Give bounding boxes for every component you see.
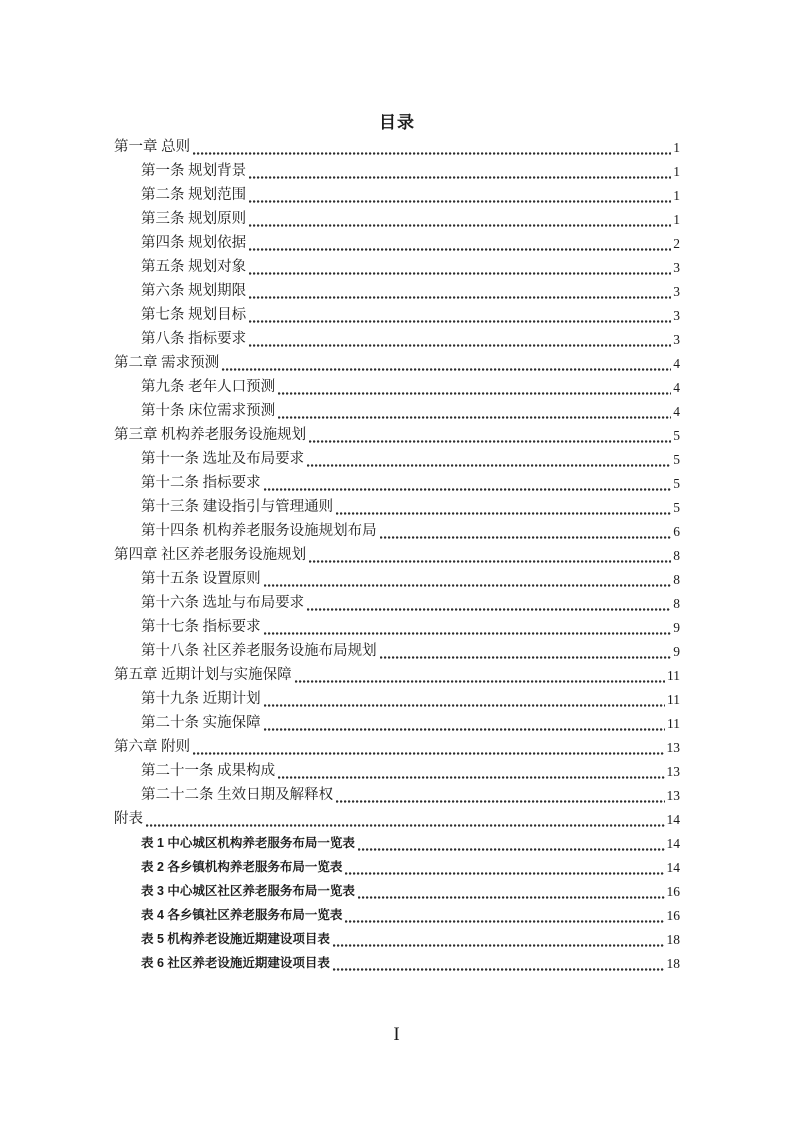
- toc-entry[interactable]: [114, 399, 680, 423]
- toc-entry[interactable]: [114, 255, 680, 279]
- toc-entry[interactable]: [114, 639, 680, 663]
- toc-entry[interactable]: [114, 879, 680, 903]
- toc: [114, 135, 680, 975]
- toc-leader-dots: [264, 728, 665, 731]
- toc-entry-page-number: 5: [673, 500, 680, 515]
- toc-entry[interactable]: [114, 471, 680, 495]
- toc-entry-label: 第八条 指标要求: [141, 331, 247, 347]
- toc-entry-page-number: 13: [666, 740, 680, 755]
- toc-entry[interactable]: [114, 447, 680, 471]
- toc-leader-dots: [380, 656, 672, 659]
- toc-entry-label: 附表: [114, 811, 143, 827]
- toc-leader-dots: [307, 464, 671, 467]
- toc-entry[interactable]: [114, 855, 680, 879]
- toc-entry-page-number: 11: [667, 716, 680, 731]
- toc-entry-page-number: 18: [666, 932, 680, 947]
- toc-entry[interactable]: [114, 807, 680, 831]
- toc-entry-page-number: 13: [666, 764, 680, 779]
- toc-leader-dots: [358, 848, 665, 851]
- toc-leader-dots: [333, 944, 665, 947]
- toc-leader-dots: [249, 248, 671, 251]
- toc-leader-dots: [249, 272, 671, 275]
- toc-entry-label: 第五章 近期计划与实施保障: [114, 667, 292, 683]
- toc-entry-label: 表 6 社区养老设施近期建设项目表: [141, 955, 330, 970]
- toc-entry-page-number: 11: [667, 692, 680, 707]
- toc-entry[interactable]: [114, 927, 680, 951]
- toc-entry-page-number: 14: [666, 836, 680, 851]
- toc-entry-label: 第十二条 指标要求: [141, 475, 261, 491]
- toc-entry-label: 第二十条 实施保障: [141, 715, 261, 731]
- toc-leader-dots: [249, 176, 671, 179]
- page-title: 目录: [379, 113, 415, 132]
- toc-entry-page-number: 5: [673, 476, 680, 491]
- toc-entry-page-number: 16: [666, 884, 680, 899]
- toc-leader-dots: [264, 632, 672, 635]
- toc-entry-page-number: 18: [666, 956, 680, 971]
- toc-entry[interactable]: [114, 951, 680, 975]
- toc-leader-dots: [249, 320, 671, 323]
- toc-entry-label: 第二十一条 成果构成: [141, 763, 276, 779]
- toc-entry-label: 第六条 规划期限: [141, 283, 247, 299]
- toc-entry-page-number: 14: [666, 812, 680, 827]
- toc-leader-dots: [264, 704, 665, 707]
- toc-entry[interactable]: [114, 711, 680, 735]
- toc-entry-label: 第十一条 选址及布局要求: [141, 451, 305, 467]
- page-content: [114, 111, 680, 975]
- toc-entry-page-number: 13: [666, 788, 680, 803]
- toc-entry-page-number: 9: [673, 644, 680, 659]
- toc-entry[interactable]: [114, 735, 680, 759]
- toc-entry-page-number: 1: [673, 212, 680, 227]
- toc-entry[interactable]: [114, 519, 680, 543]
- toc-entry-page-number: 11: [667, 668, 680, 683]
- toc-entry-page-number: 3: [673, 308, 680, 323]
- toc-entry-page-number: 3: [673, 284, 680, 299]
- toc-entry-label: 表 1 中心城区机构养老服务布局一览表: [141, 835, 355, 850]
- toc-entry[interactable]: [114, 135, 680, 159]
- toc-entry-page-number: 14: [666, 860, 680, 875]
- toc-entry[interactable]: [114, 615, 680, 639]
- toc-entry[interactable]: [114, 327, 680, 351]
- toc-leader-dots: [380, 536, 672, 539]
- toc-entry-label: 第三条 规划原则: [141, 211, 247, 227]
- toc-leader-dots: [264, 488, 672, 491]
- toc-entry[interactable]: [114, 663, 680, 687]
- toc-entry-label: 第十三条 建设指引与管理通则: [141, 499, 334, 515]
- toc-entry-label: 表 5 机构养老设施近期建设项目表: [141, 931, 330, 946]
- toc-entry-page-number: 1: [673, 140, 680, 155]
- toc-leader-dots: [333, 968, 665, 971]
- toc-entry-label: 第二十二条 生效日期及解释权: [141, 787, 334, 803]
- toc-entry[interactable]: [114, 423, 680, 447]
- toc-entry[interactable]: [114, 351, 680, 375]
- toc-entry-page-number: 6: [673, 524, 680, 539]
- toc-entry-label: 第十条 床位需求预测: [141, 403, 276, 419]
- toc-entry[interactable]: [114, 831, 680, 855]
- toc-entry[interactable]: [114, 375, 680, 399]
- toc-leader-dots: [336, 800, 664, 803]
- toc-entry-page-number: 3: [673, 260, 680, 275]
- toc-entry[interactable]: [114, 903, 680, 927]
- toc-entry-label: 第十六条 选址与布局要求: [141, 595, 305, 611]
- toc-entry-label: 第十五条 设置原则: [141, 571, 261, 587]
- toc-leader-dots: [309, 440, 671, 443]
- toc-leader-dots: [249, 296, 671, 299]
- toc-leader-dots: [307, 608, 671, 611]
- toc-entry-page-number: 4: [673, 404, 680, 419]
- toc-entry[interactable]: [114, 279, 680, 303]
- toc-leader-dots: [249, 224, 671, 227]
- toc-entry[interactable]: [114, 591, 680, 615]
- toc-entry-label: 第三章 机构养老服务设施规划: [114, 427, 307, 443]
- toc-leader-dots: [222, 368, 671, 371]
- toc-leader-dots: [146, 824, 665, 827]
- toc-entry-label: 第四条 规划依据: [141, 235, 247, 251]
- toc-entry-label: 第十八条 社区养老服务设施布局规划: [141, 643, 377, 659]
- toc-entry-label: 表 2 各乡镇机构养老服务布局一览表: [141, 859, 343, 874]
- toc-leader-dots: [278, 776, 664, 779]
- toc-entry-label: 第十四条 机构养老服务设施规划布局: [141, 523, 377, 539]
- toc-entry-label: 第四章 社区养老服务设施规划: [114, 547, 307, 563]
- toc-entry[interactable]: [114, 687, 680, 711]
- footer-page-number: I: [393, 1024, 400, 1045]
- toc-entry-label: 第九条 老年人口预测: [141, 379, 276, 395]
- toc-entry-page-number: 1: [673, 188, 680, 203]
- toc-leader-dots: [345, 920, 664, 923]
- toc-leader-dots: [278, 392, 671, 395]
- toc-leader-dots: [193, 752, 664, 755]
- toc-leader-dots: [345, 872, 664, 875]
- toc-entry[interactable]: [114, 543, 680, 567]
- toc-entry-label: 第一章 总则: [114, 139, 191, 155]
- toc-entry-label: 第六章 附则: [114, 739, 191, 755]
- toc-entry-page-number: 8: [673, 548, 680, 563]
- toc-leader-dots: [278, 416, 671, 419]
- toc-leader-dots: [249, 344, 671, 347]
- toc-entry-page-number: 1: [673, 164, 680, 179]
- toc-entry[interactable]: [114, 159, 680, 183]
- toc-entry-label: 表 3 中心城区社区养老服务布局一览表: [141, 883, 355, 898]
- toc-leader-dots: [249, 200, 671, 203]
- toc-leader-dots: [193, 152, 671, 155]
- toc-entry-page-number: 2: [673, 236, 680, 251]
- toc-entry-page-number: 9: [673, 620, 680, 635]
- toc-entry[interactable]: [114, 567, 680, 591]
- toc-entry-label: 第一条 规划背景: [141, 163, 247, 179]
- toc-entry-label: 第二条 规划范围: [141, 187, 247, 203]
- toc-entry-page-number: 8: [673, 596, 680, 611]
- toc-entry-page-number: 5: [673, 452, 680, 467]
- toc-leader-dots: [336, 512, 671, 515]
- toc-entry-label: 第二章 需求预测: [114, 355, 220, 371]
- toc-entry-page-number: 4: [673, 356, 680, 371]
- toc-entry-label: 表 4 各乡镇社区养老服务布局一览表: [141, 907, 343, 922]
- toc-entry[interactable]: [114, 303, 680, 327]
- toc-entry-label: 第七条 规划目标: [141, 307, 247, 323]
- toc-entry[interactable]: [114, 231, 680, 255]
- toc-entry[interactable]: [114, 207, 680, 231]
- toc-entry-label: 第五条 规划对象: [141, 259, 247, 275]
- toc-entry[interactable]: [114, 783, 680, 807]
- toc-entry-label: 第十九条 近期计划: [141, 691, 261, 707]
- toc-leader-dots: [264, 584, 672, 587]
- toc-entry[interactable]: [114, 183, 680, 207]
- toc-entry-page-number: 4: [673, 380, 680, 395]
- toc-entry[interactable]: [114, 759, 680, 783]
- toc-leader-dots: [358, 896, 665, 899]
- toc-entry[interactable]: [114, 495, 680, 519]
- toc-entry-page-number: 8: [673, 572, 680, 587]
- toc-entry-label: 第十七条 指标要求: [141, 619, 261, 635]
- toc-entry-page-number: 16: [666, 908, 680, 923]
- toc-entry-page-number: 3: [673, 332, 680, 347]
- toc-entry-page-number: 5: [673, 428, 680, 443]
- toc-leader-dots: [309, 560, 671, 563]
- toc-leader-dots: [295, 680, 665, 683]
